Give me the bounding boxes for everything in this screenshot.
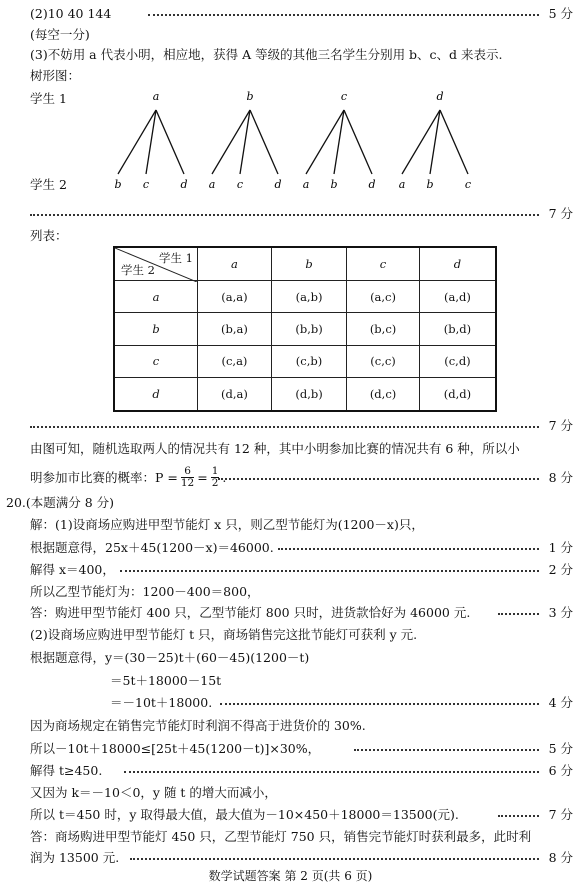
leader-conclusion bbox=[218, 470, 573, 486]
row-header: a bbox=[114, 280, 198, 312]
fraction-6-12 bbox=[181, 466, 194, 489]
leader-s11 bbox=[354, 741, 573, 757]
leader-l1 bbox=[148, 6, 573, 22]
table-row bbox=[114, 280, 496, 312]
table-cell: (b,a) bbox=[198, 313, 272, 345]
row-header: b bbox=[114, 313, 198, 345]
table-cell: (d,b) bbox=[271, 378, 346, 411]
tree-score: 7 分 bbox=[548, 206, 573, 221]
tree-branch bbox=[440, 110, 468, 174]
score-s14: 7 分 bbox=[548, 807, 573, 822]
tree-leaf-c: c bbox=[142, 178, 150, 191]
frac-den: 2 bbox=[211, 477, 219, 489]
table-row bbox=[114, 313, 496, 345]
conclusion-line1: 由图可知，随机选取两人的情况共有 12 种，其中小明参加比赛的情况共有 6 种，所以小 bbox=[30, 441, 520, 456]
tree-leaf-d: d bbox=[368, 178, 376, 191]
table-score-row bbox=[30, 418, 573, 434]
score-s16: 8 分 bbox=[548, 850, 573, 865]
leader-s14 bbox=[498, 807, 573, 823]
frac-num: 6 bbox=[181, 466, 194, 478]
table-cell: (c,c) bbox=[347, 345, 420, 377]
solution-line13: 又因为 k＝－10＜0，y 随 t 的增大而减小， bbox=[30, 785, 277, 800]
solution-line3: 解得 x＝400， bbox=[30, 562, 115, 577]
tree-leaf-a: a bbox=[302, 178, 310, 191]
row-header: d bbox=[114, 378, 198, 411]
table-cell: (b,b) bbox=[271, 313, 346, 345]
corner-top-label: 学生 1 bbox=[159, 251, 193, 265]
score-s2: 1 分 bbox=[548, 540, 573, 555]
solution-line12: 解得 t≥450. bbox=[30, 763, 103, 778]
col-header: a bbox=[198, 247, 272, 280]
leader-s3 bbox=[120, 562, 573, 578]
score-s12: 6 分 bbox=[548, 763, 573, 778]
tree-branch bbox=[118, 110, 156, 174]
table-cell: (d,d) bbox=[419, 378, 496, 411]
tree-leaf-a: a bbox=[208, 178, 216, 191]
score-conclusion: 8 分 bbox=[548, 470, 573, 485]
table-row bbox=[114, 345, 496, 377]
table-cell: (a,b) bbox=[271, 280, 346, 312]
tree-score-row bbox=[30, 206, 573, 222]
row-header: c bbox=[114, 345, 198, 377]
table-cell: (b,c) bbox=[347, 313, 420, 345]
solution-line4: 所以乙型节能灯为：1200－400＝800， bbox=[30, 584, 260, 599]
tree-branch bbox=[306, 110, 344, 174]
frac-den: 12 bbox=[180, 477, 195, 489]
tree-branch bbox=[212, 110, 250, 174]
corner-bottom-label: 学生 2 bbox=[121, 262, 155, 277]
tree-root-d: d bbox=[436, 90, 444, 103]
note-each-blank: (每空一分) bbox=[30, 27, 90, 42]
tree-branch bbox=[156, 110, 184, 174]
table-cell: (c,a) bbox=[198, 345, 272, 377]
score-s11: 5 分 bbox=[548, 741, 573, 756]
tree-branch bbox=[344, 110, 372, 174]
solution-line6: (2)设商场应购进甲型节能灯 t 只，商场销售完这批节能灯可获利 y 元. bbox=[30, 627, 418, 642]
outcome-table bbox=[113, 246, 497, 412]
tree-root-b: b bbox=[246, 90, 254, 103]
col-header: d bbox=[419, 247, 496, 280]
solution-line8: ＝5t＋18000－15t bbox=[110, 673, 222, 688]
table-score: 7 分 bbox=[548, 418, 573, 433]
table-cell: (d,a) bbox=[198, 378, 272, 411]
solution-line9: ＝－10t＋18000. bbox=[110, 695, 213, 710]
tree-leaf-b: b bbox=[114, 178, 122, 191]
answer-line-2: (2)10 40 144 bbox=[30, 6, 112, 21]
solution-line11: 所以－10t＋18000≤[25t＋45(1200－t)]×30%， bbox=[30, 741, 321, 756]
tree-leaf-d: d bbox=[274, 178, 282, 191]
equals-sign: = bbox=[197, 469, 208, 485]
table-cell: (d,c) bbox=[347, 378, 420, 411]
tree-student2-label: 学生 2 bbox=[30, 177, 67, 192]
tree-branch bbox=[402, 110, 440, 174]
conclusion-line2 bbox=[30, 466, 226, 489]
table-row bbox=[114, 378, 496, 411]
probability-label: 明参加市比赛的概率：P = bbox=[30, 469, 178, 485]
leader-s2 bbox=[278, 540, 573, 556]
table-cell: (b,d) bbox=[419, 313, 496, 345]
table-cell: (a,c) bbox=[347, 280, 420, 312]
tree-heading: 树形图： bbox=[30, 68, 81, 83]
tree-leaf-b: b bbox=[426, 178, 434, 191]
table-cell: (c,b) bbox=[271, 345, 346, 377]
score-s3: 2 分 bbox=[548, 562, 573, 577]
solution-line5: 答：购进甲型节能灯 400 只，乙型节能灯 800 只时，进货款恰好为 46000 元. bbox=[30, 605, 471, 620]
table-cell: (a,d) bbox=[419, 280, 496, 312]
solution-line1: 解：(1)设商场应购进甲型节能灯 x 只，则乙型节能灯为(1200－x)只， bbox=[30, 517, 424, 532]
table-cell: (c,d) bbox=[419, 345, 496, 377]
tree-branch bbox=[250, 110, 278, 174]
solution-line10: 因为商场规定在销售完节能灯时利润不得高于进货价的 30%. bbox=[30, 718, 366, 733]
table-corner bbox=[114, 247, 198, 280]
list-heading: 列表： bbox=[30, 228, 68, 243]
solution-line15: 答：商场购进甲型节能灯 450 只，乙型节能灯 750 只，销售完节能灯时获利最多，此时利 bbox=[30, 829, 532, 844]
tree-root-a: a bbox=[152, 90, 160, 103]
leader-s5 bbox=[498, 605, 573, 621]
table-cell: (a,a) bbox=[198, 280, 272, 312]
leader-s9 bbox=[220, 695, 573, 711]
tree-leaf-b: b bbox=[330, 178, 338, 191]
tree-leaf-c: c bbox=[236, 178, 244, 191]
page-footer: 数学试题答案 第 2 页(共 6 页) bbox=[208, 869, 373, 883]
solution-line14: 所以 t＝450 时，y 取得最大值，最大值为－10×450＋18000＝13500(元). bbox=[30, 807, 459, 822]
score-l1: 5 分 bbox=[548, 6, 573, 21]
col-header: b bbox=[271, 247, 346, 280]
period: . bbox=[222, 469, 227, 485]
solution-line2: 根据题意得，25x＋45(1200－x)＝46000. bbox=[30, 540, 274, 555]
score-s9: 4 分 bbox=[548, 695, 573, 710]
frac-num: 1 bbox=[211, 465, 219, 477]
tree-diagram bbox=[0, 90, 581, 200]
tree-student1-label: 学生 1 bbox=[30, 91, 67, 106]
tree-root-c: c bbox=[340, 90, 348, 103]
part3-intro: (3)不妨用 a 代表小明，相应地，获得 A 等级的其他三名学生分别用 b、c、d 来表示. bbox=[30, 47, 503, 62]
solution-line7: 根据题意得，y＝(30－25)t＋(60－45)(1200－t) bbox=[30, 650, 310, 665]
solution-line16: 润为 13500 元. bbox=[30, 850, 120, 865]
tree-leaf-a: a bbox=[398, 178, 406, 191]
col-header: c bbox=[347, 247, 420, 280]
tree-leaf-c: c bbox=[464, 178, 472, 191]
leader-s12 bbox=[124, 763, 573, 779]
leader-s16 bbox=[130, 850, 573, 866]
tree-leaf-d: d bbox=[180, 178, 188, 191]
score-s5: 3 分 bbox=[548, 605, 573, 620]
question-20-heading: 20.(本题满分 8 分) bbox=[6, 495, 115, 510]
